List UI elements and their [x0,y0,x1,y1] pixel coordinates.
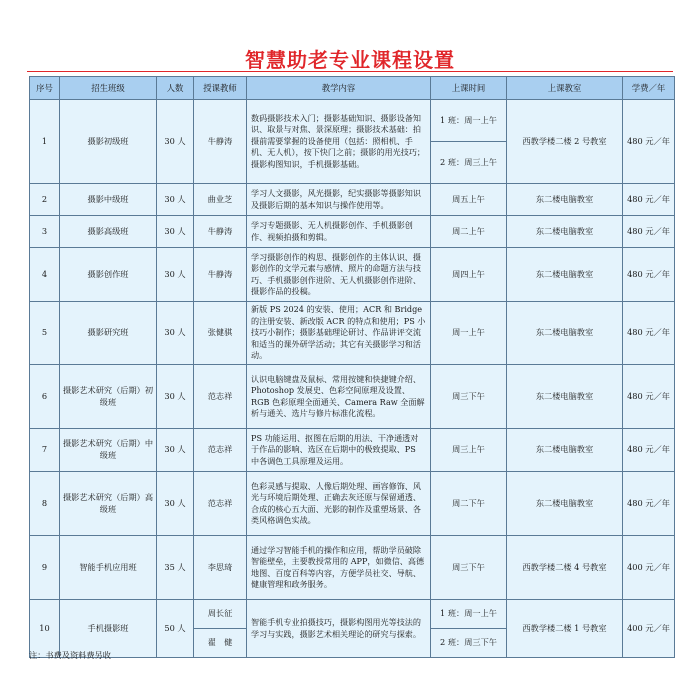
cell-time: 周四上午 [431,248,507,302]
cell-teacher: 范志祥 [194,365,247,429]
cell-content: 通过学习智能手机的操作和应用，帮助学员破除智能壁垒，主要教授常用的 APP，如微信、高德地图、百度百科等内容，方便学员社交、导航、健康管理和政务服务。 [247,536,431,600]
table-row [30,472,675,536]
cell-class: 摄影艺术研究（后期）初级班 [60,365,157,429]
cell-class: 摄影艺术研究（后期）高级班 [60,472,157,536]
cell-count: 30 人 [157,365,194,429]
cell-class: 摄影中级班 [60,184,157,216]
table-row [30,365,675,429]
header-room: 上课教室 [507,77,623,100]
cell-fee: 480 元／年 [623,100,675,184]
table-row [30,216,675,248]
page-title: 智慧助老专业课程设置 [245,48,455,72]
cell-teacher: 范志祥 [194,472,247,536]
cell-class: 智能手机应用班 [60,536,157,600]
header-time: 上课时间 [431,77,507,100]
cell-no: 4 [30,248,60,302]
cell-class: 摄影初级班 [60,100,157,184]
cell-time: 2 班：周三下午 [431,629,507,658]
table-row [30,302,675,365]
cell-time: 1 班：周一上午 [431,600,507,629]
header-fee: 学费／年 [623,77,675,100]
cell-count: 30 人 [157,184,194,216]
cell-room: 西教学楼二楼 1 号教室 [507,600,623,658]
cell-time: 周三下午 [431,365,507,429]
cell-content: 学习摄影创作的构思、摄影创作的主体认识、摄影创作的文学元素与感情、照片的命题方法与技巧、手机摄影创作进阶、无人机摄影创作进阶、摄影作品的投稿。 [247,248,431,302]
cell-no: 5 [30,302,60,365]
cell-fee: 480 元／年 [623,184,675,216]
cell-class: 摄影创作班 [60,248,157,302]
cell-fee: 480 元／年 [623,248,675,302]
cell-no: 3 [30,216,60,248]
table-row [30,248,675,302]
cell-fee: 400 元／年 [623,600,675,658]
cell-count: 30 人 [157,472,194,536]
cell-count: 50 人 [157,600,194,658]
cell-content: 数码摄影技术入门；摄影基础知识、摄影设备知识、取景与对焦、景深原理；摄影技术基础：拍摄前需要掌握的设备使用（包括：照相机、手机、无人机），按下快门之前；摄影的用光技巧；摄影构图知识，手机摄影基础。 [247,100,431,184]
cell-count: 30 人 [157,302,194,365]
cell-teacher: 李思琦 [194,536,247,600]
cell-class: 摄影高级班 [60,216,157,248]
cell-teacher: 牛静涛 [194,216,247,248]
table-row [30,100,675,142]
cell-room: 东二楼电脑教室 [507,365,623,429]
cell-content: 新版 PS 2024 的安装、使用；ACR 和 Bridge 的注册安装、新改版 ACR 的特点和使用；PS 小技巧小制作；摄影基础理论研讨、作品讲评交流和适当的课外研学活动；其它有关摄影学习和活动。 [247,302,431,365]
cell-no: 7 [30,429,60,472]
cell-teacher: 范志祥 [194,429,247,472]
cell-class: 手机摄影班 [60,600,157,658]
cell-teacher: 牛静涛 [194,248,247,302]
header-count: 人数 [157,77,194,100]
cell-class: 摄影研究班 [60,302,157,365]
cell-time: 周一上午 [431,302,507,365]
footnote: 注：书费及资料费另收 [29,650,111,660]
cell-count: 30 人 [157,429,194,472]
cell-teacher: 张健骐 [194,302,247,365]
cell-no: 9 [30,536,60,600]
course-table [29,76,675,658]
cell-time: 周三上午 [431,429,507,472]
header-teacher: 授课教师 [194,77,247,100]
cell-no: 1 [30,100,60,184]
cell-content: 学习人文摄影，风光摄影，纪实摄影等摄影知识及摄影后期的基本知识与操作使用等。 [247,184,431,216]
cell-room: 东二楼电脑教室 [507,472,623,536]
cell-count: 30 人 [157,216,194,248]
cell-room: 东二楼电脑教室 [507,429,623,472]
table-row [30,536,675,600]
header-no: 序号 [30,77,60,100]
cell-content: 学习专题摄影、无人机摄影创作、手机摄影创作、视频拍摄和剪辑。 [247,216,431,248]
cell-fee: 480 元／年 [623,429,675,472]
cell-count: 30 人 [157,100,194,184]
cell-room: 东二楼电脑教室 [507,216,623,248]
cell-fee: 480 元／年 [623,472,675,536]
cell-count: 30 人 [157,248,194,302]
cell-no: 6 [30,365,60,429]
cell-time: 周三下午 [431,536,507,600]
table-row [30,184,675,216]
cell-fee: 480 元／年 [623,216,675,248]
cell-room: 东二楼电脑教室 [507,184,623,216]
cell-teacher: 翟 健 [194,629,247,658]
cell-teacher: 周长征 [194,600,247,629]
cell-room: 西教学楼二楼 2 号教室 [507,100,623,184]
cell-time: 周二上午 [431,216,507,248]
cell-teacher: 曲业芝 [194,184,247,216]
cell-fee: 480 元／年 [623,302,675,365]
header-class: 招生班级 [60,77,157,100]
cell-no: 10 [30,600,60,658]
cell-time: 周五上午 [431,184,507,216]
cell-count: 35 人 [157,536,194,600]
cell-no: 2 [30,184,60,216]
cell-room: 西教学楼二楼 4 号教室 [507,536,623,600]
header-content: 教学内容 [247,77,431,100]
cell-class: 摄影艺术研究（后期）中级班 [60,429,157,472]
cell-no: 8 [30,472,60,536]
title-divider [27,71,673,72]
cell-content: 色彩灵感与提取、人像后期处理、画容修饰、风光与环境后期处理、正确去灰还原与保留通透、合成的核心五大面、光影的制作及重塑场景、各类风格调色实战。 [247,472,431,536]
header-row [30,77,675,100]
cell-fee: 400 元／年 [623,536,675,600]
cell-room: 东二楼电脑教室 [507,248,623,302]
cell-teacher: 牛静涛 [194,100,247,184]
cell-time: 2 班：周三上午 [431,142,507,184]
cell-time: 周二下午 [431,472,507,536]
cell-content: 智能手机专业拍摄技巧，摄影构图用光等技法的学习与实践，摄影艺术相关理论的研究与探索。 [247,600,431,658]
cell-content: 认识电脑键盘及鼠标、常用按键和快捷键介绍、Photoshop 发展史、色彩空间原理及设置、RGB 色彩原理全面通关、Camera Raw 全面解析与通关、选片与修片标准化流程。 [247,365,431,429]
cell-content: PS 功能运用、抠图在后期的用法、干净通透对于作品的影响、选区在后期中的极致提取、PS 中各调色工具原理及运用。 [247,429,431,472]
cell-room: 东二楼电脑教室 [507,302,623,365]
table-row [30,429,675,472]
cell-time: 1 班：周一上午 [431,100,507,142]
table-row [30,600,675,629]
cell-fee: 480 元／年 [623,365,675,429]
